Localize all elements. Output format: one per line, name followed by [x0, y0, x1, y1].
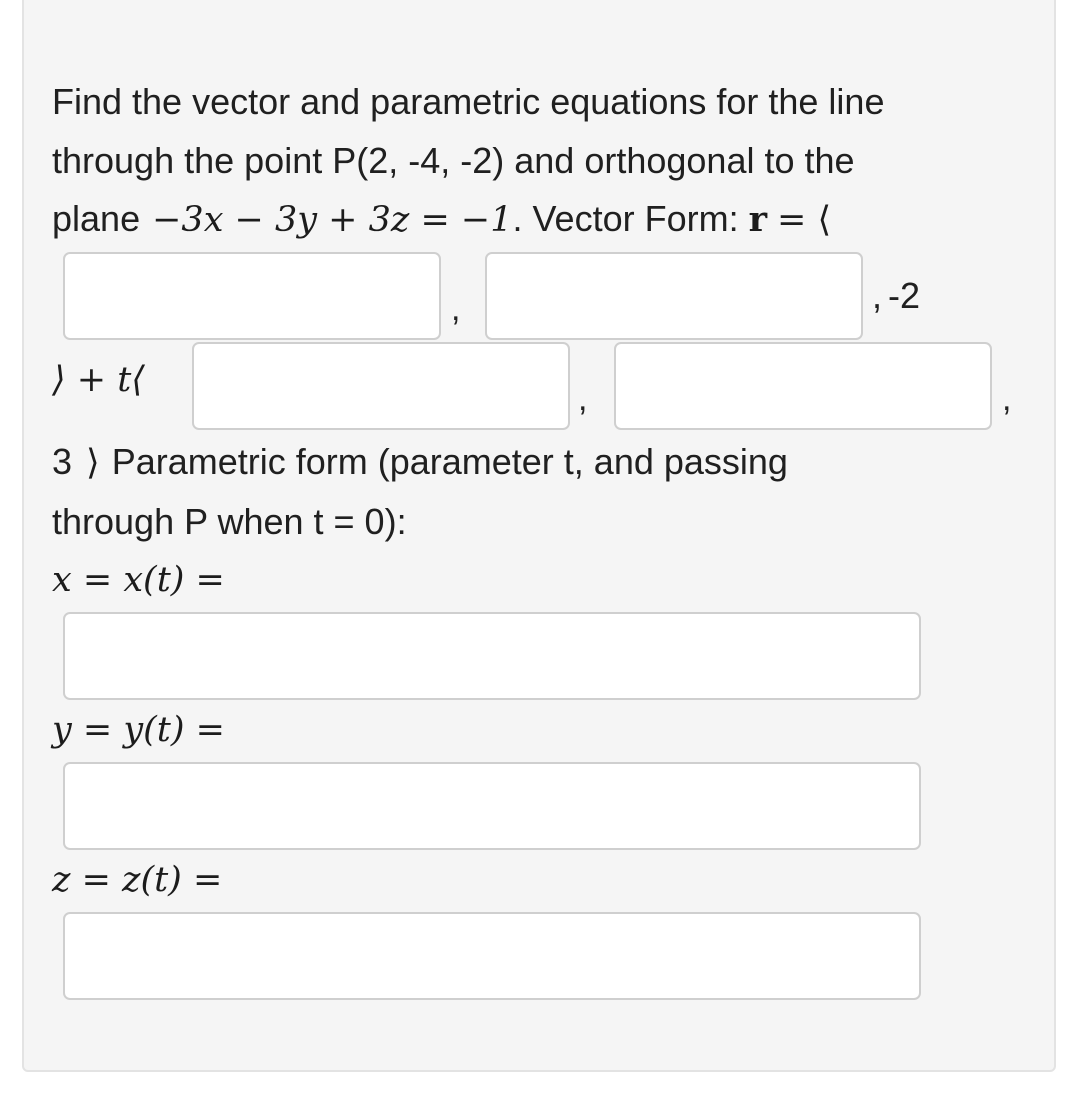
plane-equation: −3x − 3y + 3z = −1: [152, 200, 513, 240]
point-x-input[interactable]: [63, 252, 441, 340]
direction-comma-2: ,: [1002, 380, 1012, 418]
x-t-input[interactable]: [63, 612, 921, 700]
z-t-input[interactable]: [63, 912, 921, 1000]
plane-prefix: plane: [52, 198, 141, 239]
point-comma-1: ,: [451, 290, 461, 328]
parametric-intro-line-1: [52, 441, 788, 483]
direction-y-input[interactable]: [614, 342, 992, 430]
x-equation-label: x = x(t) =: [52, 560, 225, 600]
y-t-input[interactable]: [63, 762, 921, 850]
question-line-3: [52, 198, 832, 240]
vector-form-label: . Vector Form:: [512, 198, 739, 239]
z-equation-label: z = z(t) =: [52, 860, 223, 900]
direction-z-value: 3: [52, 441, 73, 482]
y-equation-label: y = y(t) =: [52, 710, 225, 750]
direction-comma-1: ,: [578, 380, 588, 418]
point-z-value: , -2: [872, 275, 921, 316]
parametric-intro-text: Parametric form (parameter t, and passing: [111, 441, 788, 482]
vector-r: r: [748, 199, 768, 240]
equals-open-bracket: = ⟨: [777, 200, 832, 240]
parametric-intro-line-2: through P when t = 0):: [52, 501, 407, 542]
direction-x-input[interactable]: [192, 342, 570, 430]
question-line-2: through the point P(2, -4, -2) and orthogonal to the: [52, 140, 855, 181]
point-y-input[interactable]: [485, 252, 863, 340]
direction-close-bracket: ⟩: [86, 443, 100, 483]
point-close-plus-t-open: ⟩ + t⟨: [52, 360, 145, 400]
question-line-1: Find the vector and parametric equations for the line: [52, 81, 885, 122]
